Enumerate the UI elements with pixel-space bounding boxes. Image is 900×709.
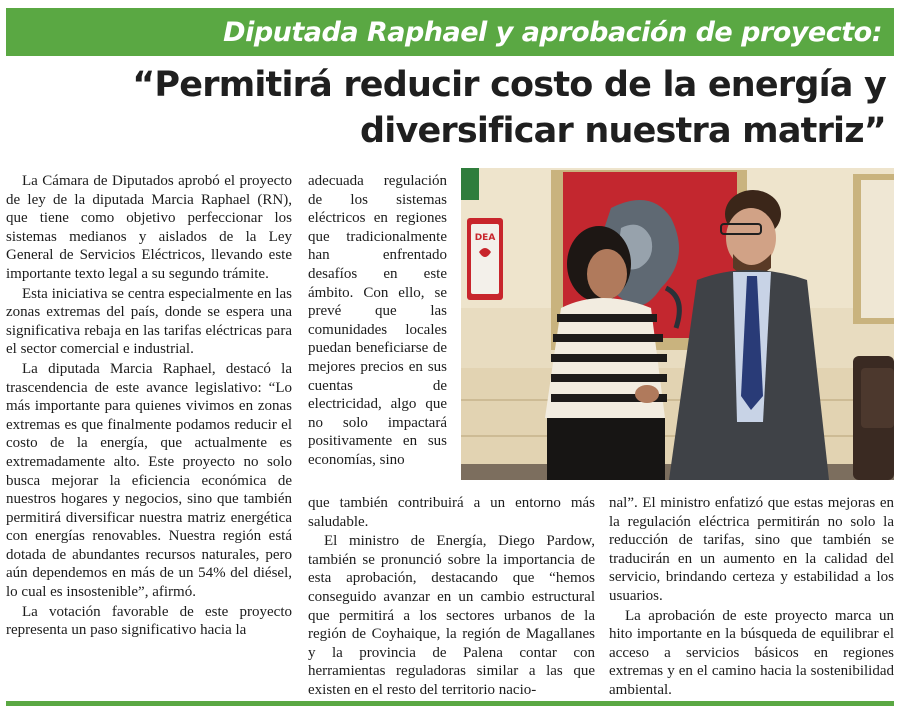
paragraph: La Cámara de Diputados aprobó el proyecto de ley de la diputada Marcia Raphael (RN), que tiene como objetivo perfeccionar los sistemas medianos y aislados de la Ley General de Servicios Eléctricos, llevando este importante texto legal a su segundo trámite. — [6, 173, 292, 282]
paragraph: Esta iniciativa se centra especialmente en las zonas extremas del país, donde se espera una significativa rebaja en las tarifas eléctricas para el sector comercial e industrial. — [6, 285, 292, 358]
paragraph: La diputada Marcia Raphael, destacó la trascendencia de este avance legislativo: “Lo más importante para quienes vivimos en zonas extremas es que finalmente podamos reducir el costo de la energía, que actualmente es extremadamente alto. Este proyecto no solo busca mejorar la eficiencia económica de nuestros hogares y negocios, sino que también permitirá diversificar nuestra matriz energética con energías renovables. Nuestra región está dotada de abundantes recursos naturales, pero aún dependemos en más de un 54% del diésel, lo cual es insostenible”, afirmó. — [6, 360, 292, 601]
article-column-2-top — [308, 172, 447, 494]
article-column-2-bottom — [308, 494, 595, 698]
paragraph: que también contribuirá a un entorno más saludable. — [308, 495, 595, 530]
paragraph: La votación favorable de este proyecto representa un paso significativo hacia la — [6, 603, 292, 639]
photo-illustration — [461, 168, 894, 480]
headline-line-2: diversificar nuestra matriz” — [360, 111, 886, 151]
leather-chair — [853, 356, 894, 480]
kicker-banner — [6, 8, 894, 56]
exit-sign — [461, 168, 479, 200]
article-column-3 — [609, 494, 894, 698]
dea-label: DEA — [474, 233, 496, 243]
article-column-1 — [6, 172, 292, 698]
headline — [6, 62, 886, 154]
paragraph: nal”. El ministro enfatizó que estas mejoras en la regulación eléctrica permitirán no solo la reducción de tarifas, sino que también se traducirán en un aumento en la calidad del servicio, brindando certeza y estabilidad a los usuarios. — [609, 495, 894, 604]
footer-rule — [6, 701, 894, 706]
defibrillator-box — [467, 218, 503, 300]
paragraph: adecuada regulación de los sistemas eléctricos en regiones que tradicionalmente han enfrentado desafíos en este ámbito. Con ello, se prevé que las comunidades locales puedan beneficiarse de mejores precios en sus cuentas de electricidad, algo que no solo impactará positivamente en sus economías, sino — [308, 173, 447, 468]
headline-line-1: “Permitirá reducir costo de la energía y — [132, 65, 886, 105]
paragraph: La aprobación de este proyecto marca un hito importante en la búsqueda de equilibrar el acceso a servicios básicos en regiones extremas y en el camino hacia la sostenibilidad ambiental. — [609, 607, 894, 698]
article-photo — [461, 168, 894, 480]
paragraph: El ministro de Energía, Diego Pardow, también se pronunció sobre la importancia de esta aprobación, destacando que “hemos conseguido avanzar en un cambio estructural que permitirá a los sectores urbanos de la región de Coyhaique, la región de Magallanes y la provincia de Palena contar con herramientas reguladoras similar a las que existen en el resto del territorio nacio- — [308, 533, 595, 698]
kicker-text: Diputada Raphael y aprobación de proyecto: — [223, 16, 882, 48]
